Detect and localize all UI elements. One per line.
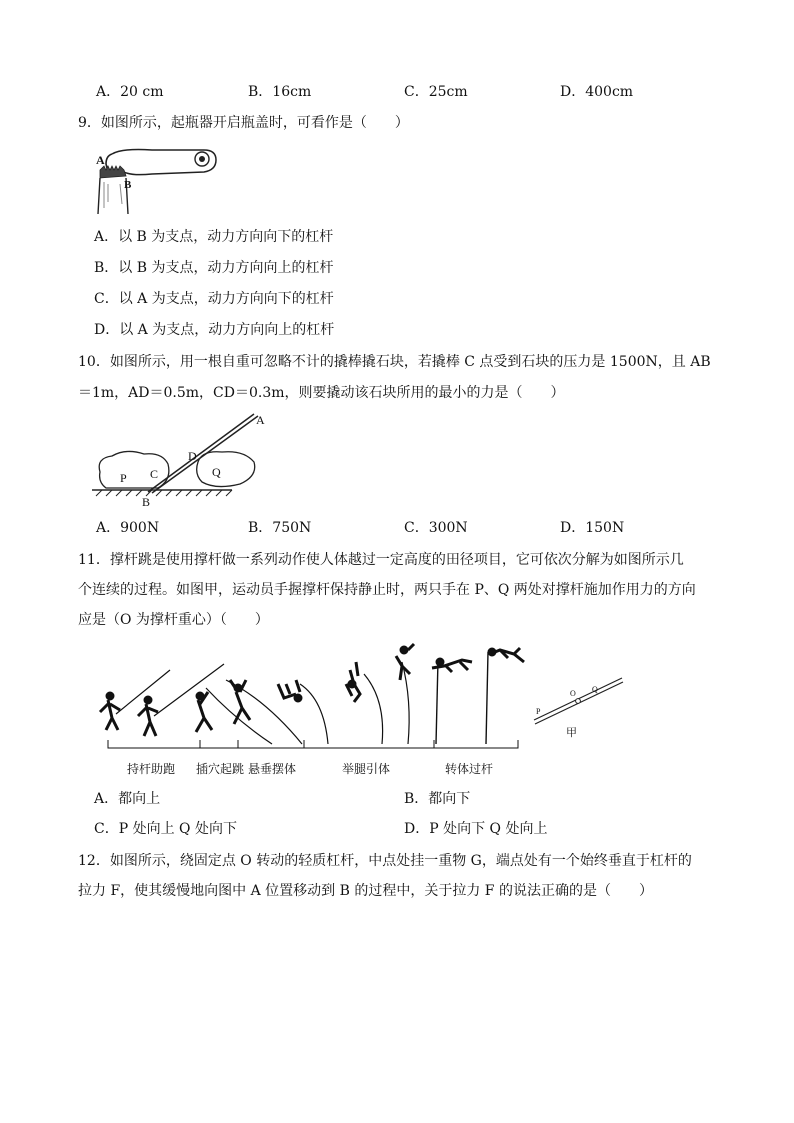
- q10-label-a: A: [256, 413, 265, 427]
- q10-label-b: B: [142, 495, 151, 509]
- q9-option-a: A．以 B 为支点，动力方向向下的杠杆: [94, 229, 334, 245]
- q9-label-a: A: [96, 153, 105, 167]
- q8-option-c: C．25cm: [404, 84, 468, 100]
- q12-stem-line1: 12．如图所示，绕固定点 O 转动的轻质杠杆，中点处挂一重物 G，端点处有一个始终垂直于杠杆的: [78, 853, 692, 869]
- q10-stem-line1: 10．如图所示，用一根自重可忽略不计的撬棒撬石块，若撬棒 C 点受到石块的压力是 1500N，且 AB: [78, 354, 711, 370]
- q11-label-q: Q: [592, 685, 598, 694]
- q9-option-b: B．以 B 为支点，动力方向向上的杠杆: [94, 260, 334, 276]
- q10-label-d: D: [188, 449, 197, 463]
- q8-option-a: A．20 cm: [96, 84, 164, 100]
- q11-label-p: P: [536, 707, 541, 716]
- stage-label-5: 转体过杆: [445, 762, 494, 776]
- q9-option-c: C．以 A 为支点，动力方向向下的杠杆: [94, 291, 334, 307]
- q10-option-b: B．750N: [248, 520, 312, 536]
- q10-label-q: Q: [212, 465, 221, 479]
- q12-stem-line2: 拉力 F，使其缓慢地向图中 A 位置移动到 B 的过程中，关于拉力 F 的说法正确的是（ ）: [78, 883, 653, 899]
- stage-label-1: 持杆助跑: [127, 762, 176, 776]
- q10-label-p: P: [120, 471, 127, 485]
- q9-option-d: D．以 A 为支点，动力方向向上的杠杆: [94, 322, 335, 338]
- q11-option-d: D．P 处向下 Q 处向上: [404, 821, 548, 837]
- bottle-opener-figure: [92, 142, 222, 218]
- q11-stem-line1: 11．撑杆跳是使用撑杆做一系列动作使人体越过一定高度的田径项目，它可依次分解为如图所示几: [78, 552, 684, 568]
- q11-label-jia: 甲: [566, 726, 577, 739]
- q8-option-d: D．400cm: [560, 84, 634, 100]
- stage-label-2: 插穴起跳: [196, 762, 245, 776]
- pole-hold-figure-jia: [530, 672, 630, 742]
- q10-label-c: C: [150, 467, 159, 481]
- q10-stem-line2: ＝1m，AD＝0.5m，CD＝0.3m，则要撬动该石块所用的最小的力是（ ）: [78, 385, 565, 401]
- stage-label-3: 悬垂摆体: [248, 762, 297, 776]
- q10-option-a: A．900N: [96, 520, 160, 536]
- q11-stem-line3: 应是（O 为撑杆重心）（ ）: [78, 612, 269, 628]
- stage-label-4: 举腿引体: [342, 762, 391, 776]
- q11-option-c: C．P 处向上 Q 处向下: [94, 821, 237, 837]
- q11-label-o: O: [570, 689, 576, 698]
- q11-option-b: B．都向下: [404, 791, 471, 807]
- q9-stem: 9．如图所示，起瓶器开启瓶盖时，可看作是（ ）: [78, 115, 409, 131]
- crowbar-figure: [92, 410, 282, 510]
- q9-label-b: B: [124, 179, 132, 191]
- q8-option-b: B．16cm: [248, 84, 312, 100]
- q11-option-a: A．都向上: [94, 791, 161, 807]
- q10-option-d: D．150N: [560, 520, 625, 536]
- pole-vault-figure: [96, 640, 536, 752]
- q10-option-c: C．300N: [404, 520, 468, 536]
- q11-stem-line2: 个连续的过程。如图甲，运动员手握撑杆保持静止时，两只手在 P、Q 两处对撑杆施加作用力的方向: [78, 582, 696, 598]
